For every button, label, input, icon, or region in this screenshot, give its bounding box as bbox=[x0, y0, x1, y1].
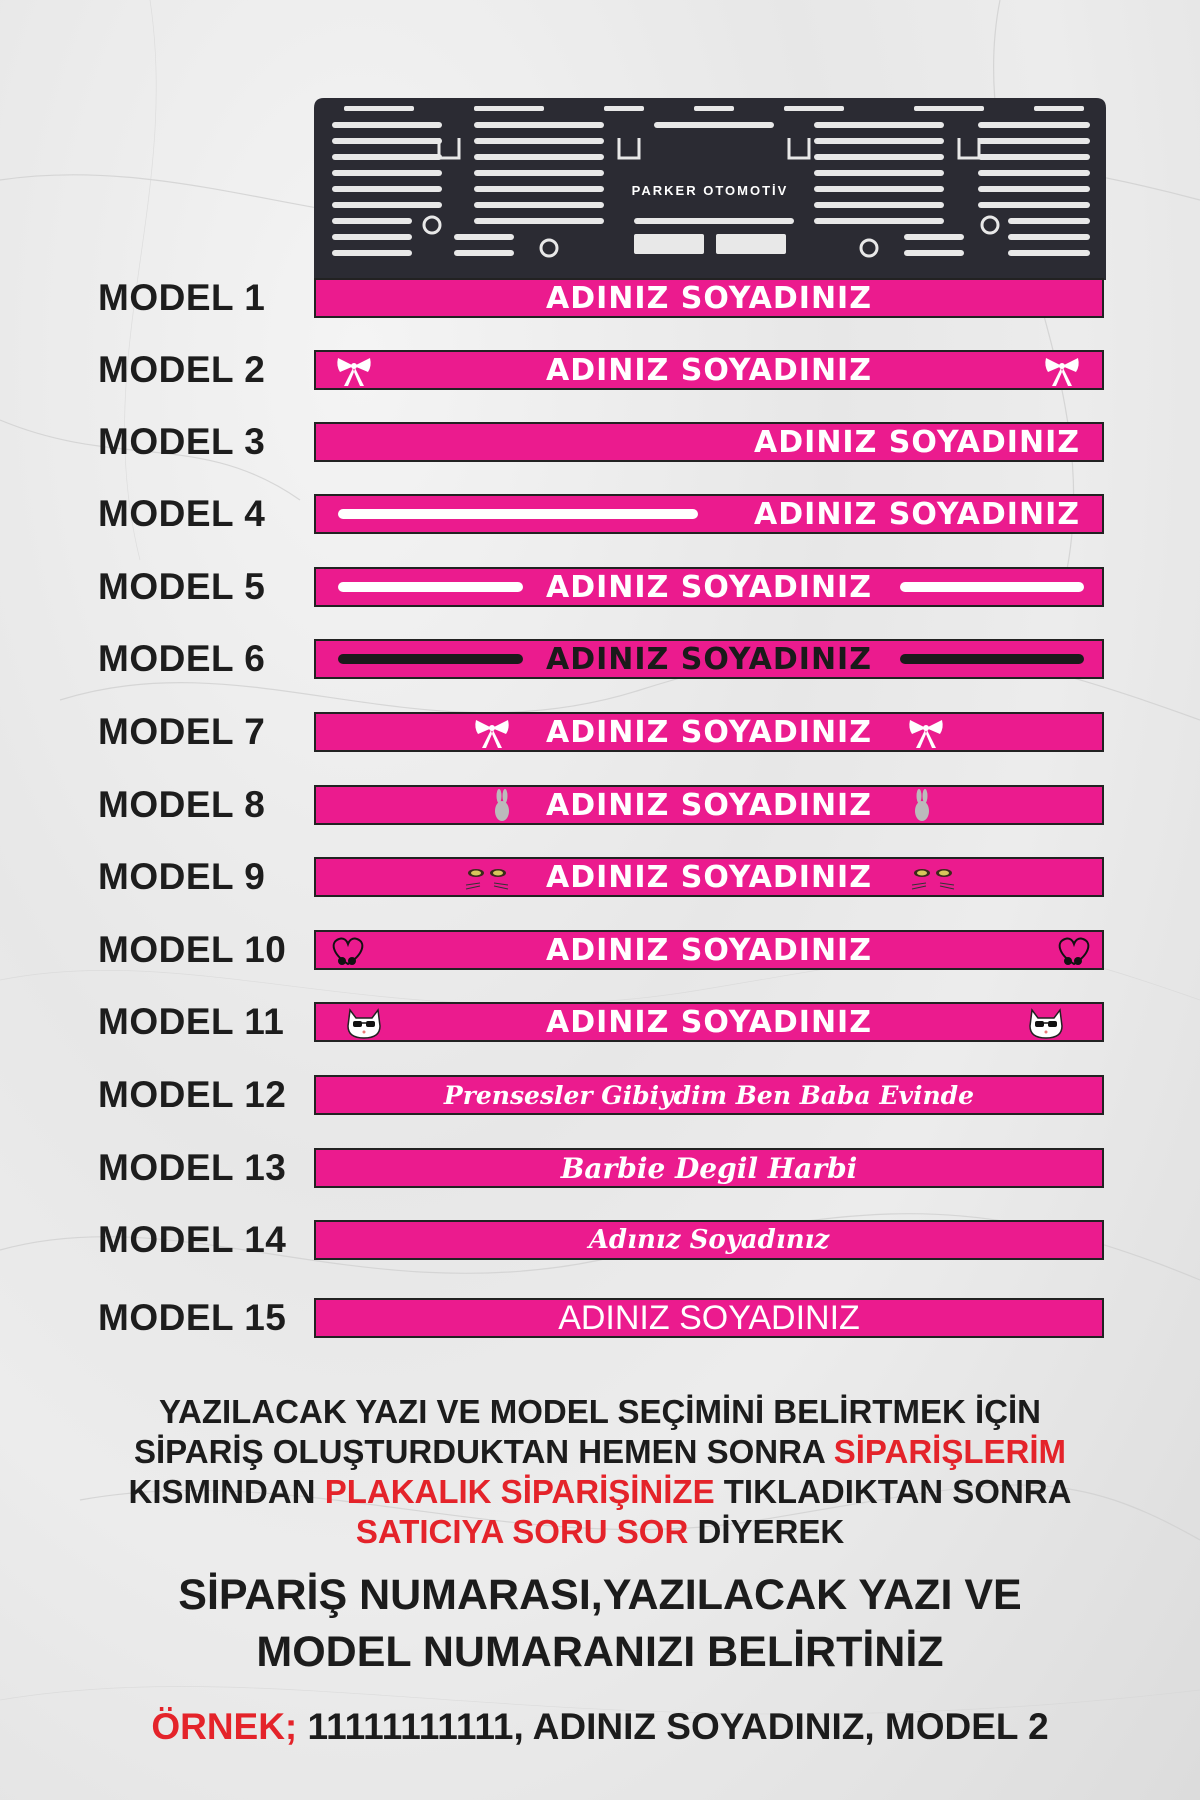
instruction-line-4-text: DİYEREK bbox=[688, 1513, 845, 1550]
model-7-label: MODEL 7 bbox=[98, 711, 266, 752]
heart-cats-icon bbox=[328, 934, 368, 968]
model-14-strip[interactable] bbox=[314, 1220, 1104, 1260]
instruction-line-1: YAZILACAK YAZI VE MODEL SEÇİMİNİ BELİRTMEK İÇİN bbox=[159, 1393, 1041, 1430]
bunny-icon bbox=[492, 789, 512, 823]
instruction-line-5: SİPARİŞ NUMARASI,YAZILACAK YAZI VE bbox=[178, 1571, 1022, 1619]
bow-icon bbox=[334, 354, 374, 388]
model-5-label: MODEL 5 bbox=[98, 566, 266, 607]
model-11-label: MODEL 11 bbox=[98, 1001, 285, 1042]
model-8-text: ADINIZ SOYADINIZ bbox=[546, 787, 872, 823]
model-2-strip[interactable] bbox=[314, 350, 1104, 390]
frame-brand: PARKER OTOMOTİV bbox=[631, 183, 789, 198]
model-2-label: MODEL 2 bbox=[98, 349, 266, 390]
example-line bbox=[0, 1706, 1200, 1748]
model-11-strip[interactable] bbox=[314, 1002, 1104, 1042]
model-8-strip[interactable] bbox=[314, 785, 1104, 825]
model-15-text: ADINIZ SOYADINIZ bbox=[558, 1298, 860, 1337]
model-3-text: ADINIZ SOYADINIZ bbox=[754, 424, 1080, 460]
model-8-label: MODEL 8 bbox=[98, 784, 266, 825]
instruction-line-2-text: SİPARİŞ OLUŞTURDUKTAN HEMEN SONRA bbox=[134, 1433, 834, 1470]
model-6-line-right bbox=[900, 654, 1084, 664]
model-2-text: ADINIZ SOYADINIZ bbox=[546, 352, 872, 388]
model-4-text: ADINIZ SOYADINIZ bbox=[754, 496, 1080, 532]
instruction-line-6: MODEL NUMARANIZI BELİRTİNİZ bbox=[256, 1628, 944, 1676]
example-label: ÖRNEK; bbox=[151, 1706, 298, 1747]
example-text: 11111111111, ADINIZ SOYADINIZ, MODEL 2 bbox=[297, 1706, 1049, 1747]
cat-sunglasses-icon bbox=[1026, 1006, 1066, 1040]
model-1-text: ADINIZ SOYADINIZ bbox=[546, 280, 872, 316]
plate-frame bbox=[314, 98, 1106, 280]
instruction-line-2-highlight: SİPARİŞLERİM bbox=[833, 1433, 1066, 1470]
model-1-label: MODEL 1 bbox=[98, 277, 266, 318]
model-3-label: MODEL 3 bbox=[98, 421, 266, 462]
bow-icon bbox=[472, 716, 512, 750]
model-9-text: ADINIZ SOYADINIZ bbox=[546, 859, 872, 895]
model-6-label: MODEL 6 bbox=[98, 638, 266, 679]
model-5-line-right bbox=[900, 582, 1084, 592]
model-12-text: Prensesler Gibiydim Ben Baba Evinde bbox=[443, 1080, 975, 1110]
model-14-label: MODEL 14 bbox=[98, 1219, 287, 1260]
cat-eyes-icon bbox=[910, 861, 956, 895]
instruction-line-4 bbox=[0, 1513, 1200, 1551]
model-4-line bbox=[338, 509, 698, 519]
model-14-text: Adınız Soyadınız bbox=[588, 1225, 830, 1255]
model-5-strip[interactable] bbox=[314, 567, 1104, 607]
bow-icon bbox=[1042, 354, 1082, 388]
model-10-label: MODEL 10 bbox=[98, 929, 287, 970]
bow-icon bbox=[906, 716, 946, 750]
model-6-text: ADINIZ SOYADINIZ bbox=[546, 641, 872, 677]
model-4-strip[interactable] bbox=[314, 494, 1104, 534]
model-9-label: MODEL 9 bbox=[98, 856, 266, 897]
instruction-line-2 bbox=[0, 1433, 1200, 1471]
instruction-line-4-highlight: SATICIYA SORU SOR bbox=[355, 1513, 689, 1550]
instruction-line-3-text-a: KISMINDAN bbox=[128, 1473, 325, 1510]
cat-sunglasses-icon bbox=[344, 1006, 384, 1040]
model-5-line-left bbox=[338, 582, 523, 592]
model-15-label: MODEL 15 bbox=[98, 1297, 287, 1338]
model-4-label: MODEL 4 bbox=[98, 493, 266, 534]
bunny-icon bbox=[912, 789, 932, 823]
model-7-text: ADINIZ SOYADINIZ bbox=[546, 714, 872, 750]
model-10-text: ADINIZ SOYADINIZ bbox=[546, 932, 872, 968]
model-11-text: ADINIZ SOYADINIZ bbox=[546, 1004, 872, 1040]
model-15-strip[interactable] bbox=[314, 1298, 1104, 1338]
cat-eyes-icon bbox=[464, 861, 510, 895]
model-3-strip[interactable] bbox=[314, 422, 1104, 462]
model-6-strip[interactable] bbox=[314, 639, 1104, 679]
model-7-strip[interactable] bbox=[314, 712, 1104, 752]
instruction-line-3-text-b: TIKLADIKTAN SONRA bbox=[714, 1473, 1072, 1510]
model-6-line-left bbox=[338, 654, 523, 664]
model-1-strip[interactable] bbox=[314, 278, 1104, 318]
model-10-strip[interactable] bbox=[314, 930, 1104, 970]
model-12-strip[interactable] bbox=[314, 1075, 1104, 1115]
model-13-text: Barbie Degil Harbi bbox=[560, 1151, 858, 1185]
model-5-text: ADINIZ SOYADINIZ bbox=[546, 569, 872, 605]
model-13-label: MODEL 13 bbox=[98, 1147, 287, 1188]
heart-cats-icon bbox=[1054, 934, 1094, 968]
model-9-strip[interactable] bbox=[314, 857, 1104, 897]
model-13-strip[interactable] bbox=[314, 1148, 1104, 1188]
instruction-line-3-highlight: PLAKALIK SİPARİŞİNİZE bbox=[324, 1473, 715, 1510]
instruction-line-3 bbox=[0, 1473, 1200, 1511]
model-12-label: MODEL 12 bbox=[98, 1074, 287, 1115]
